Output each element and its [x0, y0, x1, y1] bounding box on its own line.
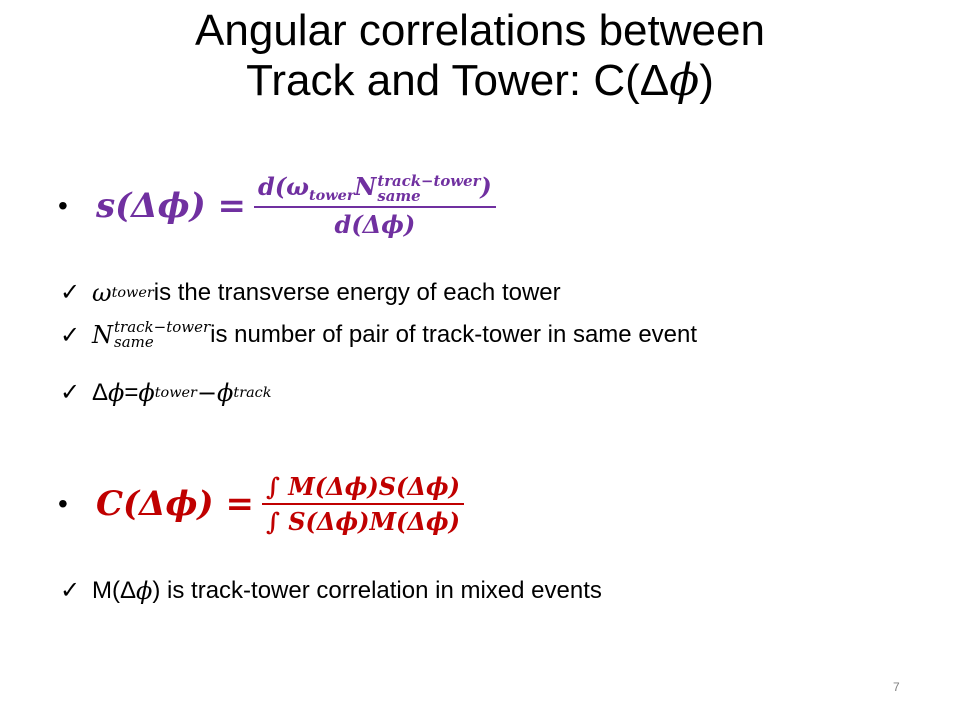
checkmark-icon: ✓ [60, 279, 81, 306]
equation-c-fraction [262, 472, 464, 536]
equation-c-bullet [58, 472, 464, 536]
equation-s-numerator: $d(\omega_{tower}N$ track−tower same ) [258, 171, 492, 205]
equation-c-lhs: C(Δϕ) = [96, 484, 254, 524]
title-line-1: Angular correlations between [195, 6, 765, 55]
bullet-dot: • [58, 488, 68, 519]
title-line-2: Track and Tower: C(Δϕ) [246, 55, 714, 106]
equation-c-denominator: ∫ S(Δϕ)M(Δϕ) [265, 507, 460, 536]
slide-title [0, 6, 960, 106]
check-item-n-same: ✓ N track−tower same is number of pair of track-tower in same event [60, 318, 698, 351]
equation-c-numerator: ∫ M(Δϕ)S(Δϕ) [265, 472, 460, 501]
checkmark-icon: ✓ [60, 379, 81, 406]
equation-s-denominator: d(Δϕ) [334, 210, 416, 240]
equation-s-bullet [58, 172, 496, 239]
check-item-mixed-events: ✓ M(Δ ϕ ) is track-tower correlation in mixed events [60, 576, 602, 605]
page-number: 7 [893, 680, 900, 694]
bullet-dot: • [58, 189, 68, 221]
checkmark-icon: ✓ [60, 321, 81, 349]
checkmark-icon: ✓ [60, 577, 81, 604]
check-item-delta-phi: ✓ Δ ϕ = ϕ tower − ϕ track [60, 378, 272, 407]
equation-s-fraction [254, 172, 496, 239]
check-item-omega: ✓ ω tower is the transverse energy of each tower [60, 278, 561, 307]
equation-s-lhs: s(Δϕ) = [96, 185, 247, 226]
